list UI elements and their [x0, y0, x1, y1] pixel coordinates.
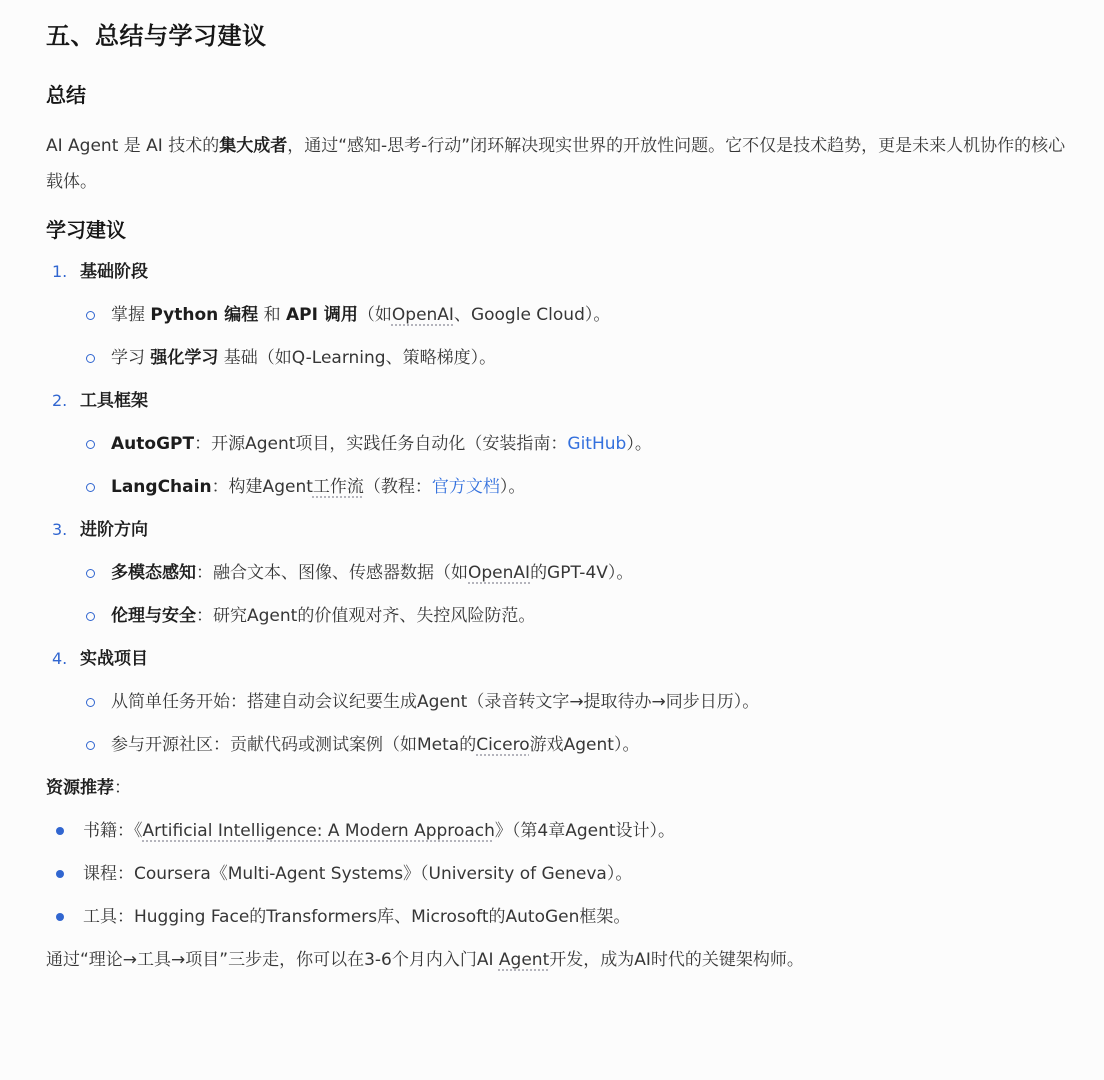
disc-bullet-icon [56, 870, 64, 878]
disc-bullet-icon [56, 913, 64, 921]
text-run: 多模态感知 [111, 563, 196, 583]
text-run: ：开源Agent项目，实践任务自动化（安装指南： [194, 434, 568, 454]
circle-bullet-icon [86, 440, 95, 449]
text-run: （教程： [363, 477, 432, 497]
text-run: ：研究Agent的价值观对齐、失控风险防范。 [196, 606, 536, 626]
text-run: ，通过“感知-思考-行动”闭环解决现实世界的开放性问题。它不仅是技术趋势，更是未来人机协作的核心载体。 [46, 136, 1066, 192]
text-run: 游戏Agent）。 [529, 735, 640, 755]
text-run: 基础（如Q-Learning、策略梯度）。 [218, 348, 497, 368]
sub-bullet-item [86, 688, 1066, 716]
advice-item-title: 实战项目 [80, 649, 148, 669]
circle-bullet-icon [86, 612, 95, 621]
disc-bullet-icon [56, 827, 64, 835]
bullet-text [111, 731, 639, 759]
circle-bullet-icon [86, 569, 95, 578]
bullet-text [111, 688, 759, 716]
sub-bullet-item [86, 731, 1066, 759]
text-run: 集大成者 [219, 136, 288, 156]
sub-bullet-item [86, 559, 1066, 587]
circle-bullet-icon [86, 483, 95, 492]
advice-list [46, 258, 1066, 759]
text-run: 工作流 [312, 477, 364, 497]
resource-text [83, 860, 632, 888]
text-run: 》（第4章Agent设计）。 [494, 821, 676, 841]
sub-bullet-item [86, 473, 1066, 501]
resource-text [83, 903, 630, 931]
advice-item-title: 工具框架 [80, 391, 148, 411]
text-run: ：融合文本、图像、传感器数据（如 [196, 563, 468, 583]
section-heading-advice: 学习建议 [46, 218, 126, 242]
resources-list [46, 817, 1066, 931]
text-run: Cicero [476, 735, 530, 755]
circle-bullet-icon [86, 354, 95, 363]
text-run: 参与开源社区：贡献代码或测试案例（如Meta的 [111, 735, 477, 755]
text-run: AutoGPT [111, 434, 195, 454]
circle-bullet-icon [86, 698, 95, 707]
bullet-text [111, 301, 610, 329]
text-run: Python 编程 [150, 305, 259, 325]
resource-item [46, 817, 1066, 845]
circle-bullet-icon [86, 741, 95, 750]
text-run: 强化学习 [150, 348, 219, 368]
advice-item-title: 进阶方向 [80, 520, 148, 540]
section-heading-summary: 总结 [46, 83, 86, 107]
text-run: 的GPT-4V）。 [530, 563, 634, 583]
resources-label [46, 774, 1066, 802]
text-run: ： [114, 778, 131, 798]
advice-item [46, 645, 1066, 673]
advice-item [46, 387, 1066, 415]
sub-bullet-item [86, 602, 1066, 630]
advice-item [46, 258, 1066, 286]
text-run: 伦理与安全 [111, 606, 196, 626]
sub-bullet-item [86, 344, 1066, 372]
official-docs-link[interactable]: 官方文档 [431, 477, 500, 497]
text-run: Agent [498, 950, 550, 970]
text-run: 掌握 [111, 305, 151, 325]
text-run: 、Google Cloud）。 [453, 305, 611, 325]
resource-item [46, 903, 1066, 931]
resource-item [46, 860, 1066, 888]
text-run: 和 [258, 305, 287, 325]
page-title: 五、总结与学习建议 [46, 22, 267, 50]
text-run: （如 [357, 305, 392, 325]
resource-text [83, 817, 675, 845]
text-run: 开发，成为AI时代的关键架构师。 [549, 950, 804, 970]
text-run: OpenAI [391, 305, 454, 325]
bullet-text [111, 473, 525, 501]
summary-paragraph [46, 128, 1066, 200]
text-run: 学习 [111, 348, 151, 368]
advice-item-title: 基础阶段 [80, 262, 148, 282]
list-number: 2. [52, 391, 68, 410]
text-run: OpenAI [468, 563, 531, 583]
closing-paragraph [46, 946, 1066, 974]
circle-bullet-icon [86, 311, 95, 320]
text-run: 通过“理论→工具→项目”三步走，你可以在3-6个月内入门AI [46, 950, 499, 970]
text-run: 工具：Hugging Face的Transformers库、Microsoft的AutoGen框架。 [83, 907, 631, 927]
github-link[interactable]: GitHub [567, 434, 627, 454]
list-number: 4. [52, 649, 68, 668]
bullet-text [111, 602, 535, 630]
text-run: ）。 [499, 477, 526, 497]
text-run: 资源推荐 [46, 778, 114, 798]
text-run: 书籍：《 [83, 821, 143, 841]
text-run: AI Agent 是 AI 技术的 [46, 136, 220, 156]
text-run: LangChain [111, 477, 212, 497]
bullet-text [111, 430, 652, 458]
advice-item [46, 516, 1066, 544]
sub-bullet-item [86, 301, 1066, 329]
text-run: 课程：Coursera《Multi-Agent Systems》（University of Geneva）。 [83, 864, 633, 884]
text-run: 从简单任务开始：搭建自动会议纪要生成Agent（录音转文字→提取待办→同步日历）。 [111, 692, 760, 712]
sub-bullet-item [86, 430, 1066, 458]
bullet-text [111, 344, 496, 372]
text-run: ）。 [626, 434, 652, 454]
list-number: 1. [52, 262, 68, 281]
text-run: Artificial Intelligence: A Modern Approach [142, 821, 495, 841]
bullet-text [111, 559, 633, 587]
text-run: ：构建Agent [211, 477, 313, 497]
text-run: API 调用 [286, 305, 358, 325]
list-number: 3. [52, 520, 68, 539]
